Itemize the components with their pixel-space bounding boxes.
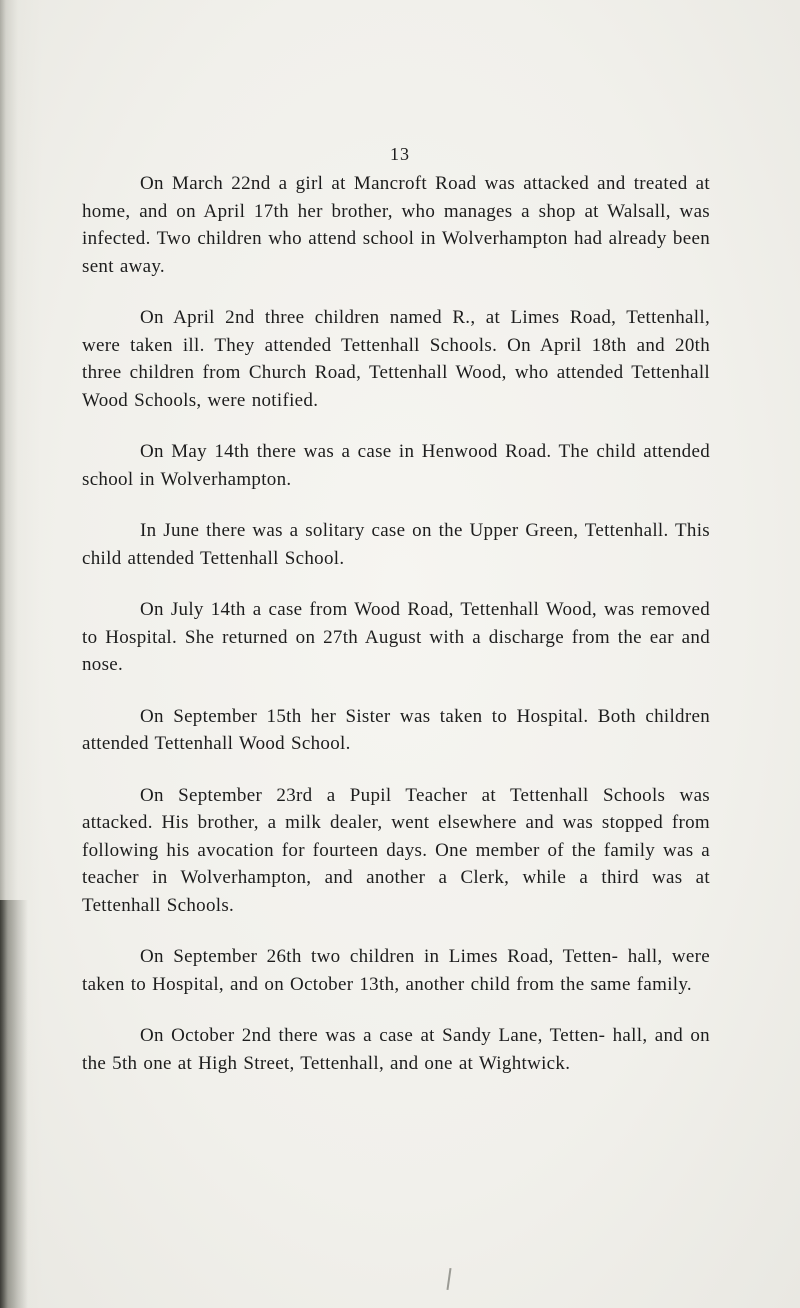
paragraph-9: On October 2nd there was a case at Sandy Lane, Tetten- hall, and on the 5th one at High Street, Tettenhall, and one at Wightwick.	[82, 1025, 710, 1074]
paragraph-5: On July 14th a case from Wood Road, Tettenhall Wood, was removed to Hospital. She returned on 27th August with a discharge from the ear and nose.	[82, 599, 710, 675]
paragraph-8: On September 26th two children in Limes Road, Tetten- hall, were taken to Hospital, and on October 13th, another child from the same family.	[82, 946, 710, 995]
paragraph-3: On May 14th there was a case in Henwood Road. The child attended school in Wolverhampton.	[82, 441, 710, 490]
pencil-mark	[446, 1268, 451, 1290]
page-edge-dark	[0, 900, 28, 1308]
paragraph-4: In June there was a solitary case on the Upper Green, Tettenhall. This child attended Tettenhall School.	[82, 520, 710, 569]
paragraph-7: On September 23rd a Pupil Teacher at Tettenhall Schools was attacked. His brother, a milk dealer, went elsewhere and was stopped from following his avocation for fourteen days. One member of the family was a teacher in Wolverhampton, and another a Clerk, while a third was at Tettenhall Schools.	[82, 784, 710, 916]
page-number: 13	[390, 144, 410, 164]
paragraph-2: On April 2nd three children named R., at Limes Road, Tettenhall, were taken ill. They attended Tettenhall Schools. On April 18th and 20th three children from Church Road, Tettenhall Wood, who attended Tettenhall Wood Schools, were notified.	[82, 307, 710, 411]
paragraph-6: On September 15th her Sister was taken to Hospital. Both children attended Tettenhall Wood School.	[82, 705, 710, 754]
body-text	[82, 170, 710, 1101]
paragraph-1: On March 22nd a girl at Mancroft Road was attacked and treated at home, and on April 17th her brother, who manages a shop at Walsall, was infected. Two children who attend school in Wolverhampton had already been sent away.	[82, 173, 710, 277]
